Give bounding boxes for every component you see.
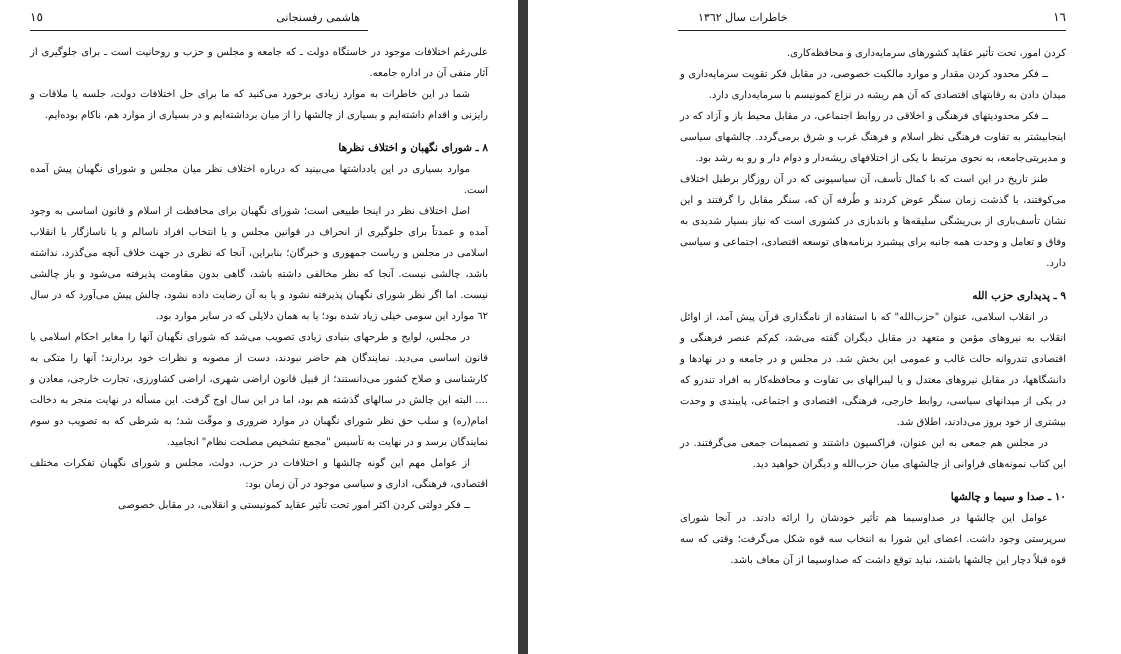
paragraph: کردن امور، تحت تأثیر عقاید کشورهای سرمایه‌داری و محافظه‌کاری. [786, 48, 1066, 59]
section-heading: ۱۰ ـ صدا و سیما و چالشها [950, 491, 1066, 503]
paragraph: از عوامل مهم این گونه چالشها و اختلافات در حزب، دولت، مجلس و شورای نگهبان تفکرات مختلف اقتصادی، فرهنگی، اداری و سیاسی موجود در آن زمان بود: [30, 458, 488, 490]
left-page-body [30, 42, 488, 516]
left-page-header [30, 8, 368, 31]
book-gutter [518, 0, 528, 654]
right-page-header [678, 8, 1066, 31]
section-heading: ۸ ـ شورای نگهبان و اختلاف نظرها [338, 142, 488, 154]
left-running-title: هاشمی رفسنجانی [276, 11, 360, 24]
left-page-number: ١٥ [30, 10, 43, 24]
paragraph: طنز تاریخ در این است که با کمال تأسف، آن سیاسیونی که در آن روزگار برطبل اختلاف می‌کوفتند، با گذشت زمان سنگر عوض کردند و طُرفه آن که، سنگر مقابل را گرفتند و این نشان تأسف‌باری از بی‌ریشگی سلیقه‌ها و باندبازی در کشوری است که نیاز بسیار شدیدی به وفاق و تعامل و وحدت همه جانبه برای پیشبرد برنامه‌های توسعه اقتصادی، اجتماعی و سیاسی دارد. [680, 174, 1066, 269]
left-page [0, 0, 518, 654]
paragraph: اصل اختلاف نظر در اینجا طبیعی است؛ شورای نگهبان برای محافظت از اسلام و قانون اساسی به وجود آمده و عمدتاً برای جلوگیری از انحراف در قوانین مجلس و یا انتخاب افراد ناسالم و یا ناسازگار با انقلاب اسلامی در مجلس و ریاست جمهوری و خبرگان؛ بنابراین، آنجا که نظری در جهت خلاف آنچه می‌گذرد، نداشته باشد، چالشی نیست. آنجا که نظر مخالفی داشته باشد، گاهی بدون مقاومت پذیرفته می‌شود و باز چالشی نیست. اما اگر نظر شورای نگهبان پذیرفته نشود و یا به آن رضایت داده نشود، چالش پیش می‌آورد که در سال ٦٢ موارد این سومی خیلی زیاد شده بود؛ یا به همان دلایلی که در سایر موارد بود. [30, 206, 488, 322]
right-page [528, 0, 1121, 654]
section-heading: ۹ ـ پدیداری حزب الله [972, 290, 1066, 302]
paragraph: شما در این خاطرات به موارد زیادی برخورد می‌کنید که ما برای حل اختلافات دولت، جلسه یا ملاقات و رایزنی و اقدام داشته‌ایم و بسیاری از چالشها را از میان برداشته‌ایم و در بسیاری از موارد هم، ناکام بوده‌ایم. [30, 89, 488, 121]
paragraph: در مجلس هم جمعی به این عنوان، فراکسیون داشتند و تصمیمات جمعی می‌گرفتند. در این کتاب نمونه‌های فراوانی از چالشهای میان حزب‌الله و دیگران خواهید دید. [680, 438, 1066, 470]
paragraph: علی‌رغم اختلافات موجود در خاستگاه دولت ـ که جامعه و مجلس و حزب و روحانیت است ـ برای جلوگیری از آثار منفی آن در اداره جامعه. [30, 47, 488, 79]
paragraph: در انقلاب اسلامی، عنوان "حزب‌الله" که با استفاده از نامگذاری قرآن پیش آمد، از اوائل انقلاب به نیروهای مؤمن و متعهد در مقابل دیگران گفته می‌شد، کم‌کم عنصر فرهنگی و اقتصادی تندروانه حالت غالب و عمومی این بخش شد. در مجلس و در جامعه و در نهادها و دانشگاهها، در مقابل نیروهای معتدل و یا لیبرالهای بی تفاوت و محافظه‌کار به افراد تندرو که در یکی از میدانهای سیاسی، روابط خارجی، فرهنگی، اقتصادی و اجتماعی، پایبندی و وحدت بیشتری از خود بروز می‌دادند، اطلاق شد. [680, 312, 1066, 428]
right-page-body [680, 43, 1066, 571]
paragraph: ــ فکر دولتی کردن اکثر امور تحت تأثیر عقاید کمونیستی و انقلابی، در مقابل خصوصی [118, 500, 470, 511]
right-running-title: خاطرات سال ١٣٦٢ [698, 11, 788, 24]
paragraph: موارد بسیاری در این یادداشتها می‌بینید که درباره اختلاف نظر میان مجلس و شورای نگهبان پیش آمده است. [30, 164, 488, 196]
paragraph: ــ فکر محدودیتهای فرهنگی و اخلاقی در روابط اجتماعی، در مقابل محیط باز و آزاد که در اینجابیشتر به تفاوت فرهنگی نظر اسلام و فرهنگ غرب و شرق برمی‌گردد. چالشهای سیاسی و مدیریتی‌جامعه، به نحوی مرتبط با یکی از اختلافهای ریشه‌دار و دوام دار و رو به رشد بود. [680, 111, 1066, 164]
paragraph: در مجلس، لوایح و طرحهای بنیادی زیادی تصویب می‌شد که شورای نگهبان آنها را مغایر احکام اسلامی یا قانون اساسی می‌دید. نمایندگان هم حاضر نبودند، دست از مصوبه و نظرات خود بردارند؛ آنها را متکی به کارشناسی و صلاح کشور می‌دانستند؛ از قبیل قانون اراضی شهری، اراضی کشاورزی، تجارت خارجی، معادن و .... البته این چالش در سالهای گذشته هم بود، اما در این سال اوج گرفت. این مسأله در نهایت منجر به دخالت امام(ره) و سلب حق نظر شورای نگهبان در موارد ضروری و موقّت شد؛ به شرطی که به تصویب دو سوم نمایندگان برسد و در نهایت به تأسیس "مجمع تشخیص مصلحت نظام" انجامید. [30, 332, 488, 448]
right-page-number: ١٦ [1053, 10, 1066, 24]
paragraph: ــ فکر محدود کردن مقدار و موارد مالکیت خصوصی، در مقابل فکر تقویت سرمایه‌داری و میدان دادن به رقابتهای اقتصادی که آن هم ریشه در نزاع کمونیسم با سرمایه‌داری دارد. [680, 69, 1066, 101]
paragraph: عوامل این چالشها در صداوسیما هم تأثیر خودشان را ارائه دادند. در آنجا شورای سرپرستی وجود داشت. اعضای این شورا به انتخاب سه قوه شکل می‌گرفت؛ وقتی که سه قوه قبلاً دچار این چالشها باشند، نباید توقع داشت که صداوسیما از آن معاف باشد. [680, 513, 1066, 566]
